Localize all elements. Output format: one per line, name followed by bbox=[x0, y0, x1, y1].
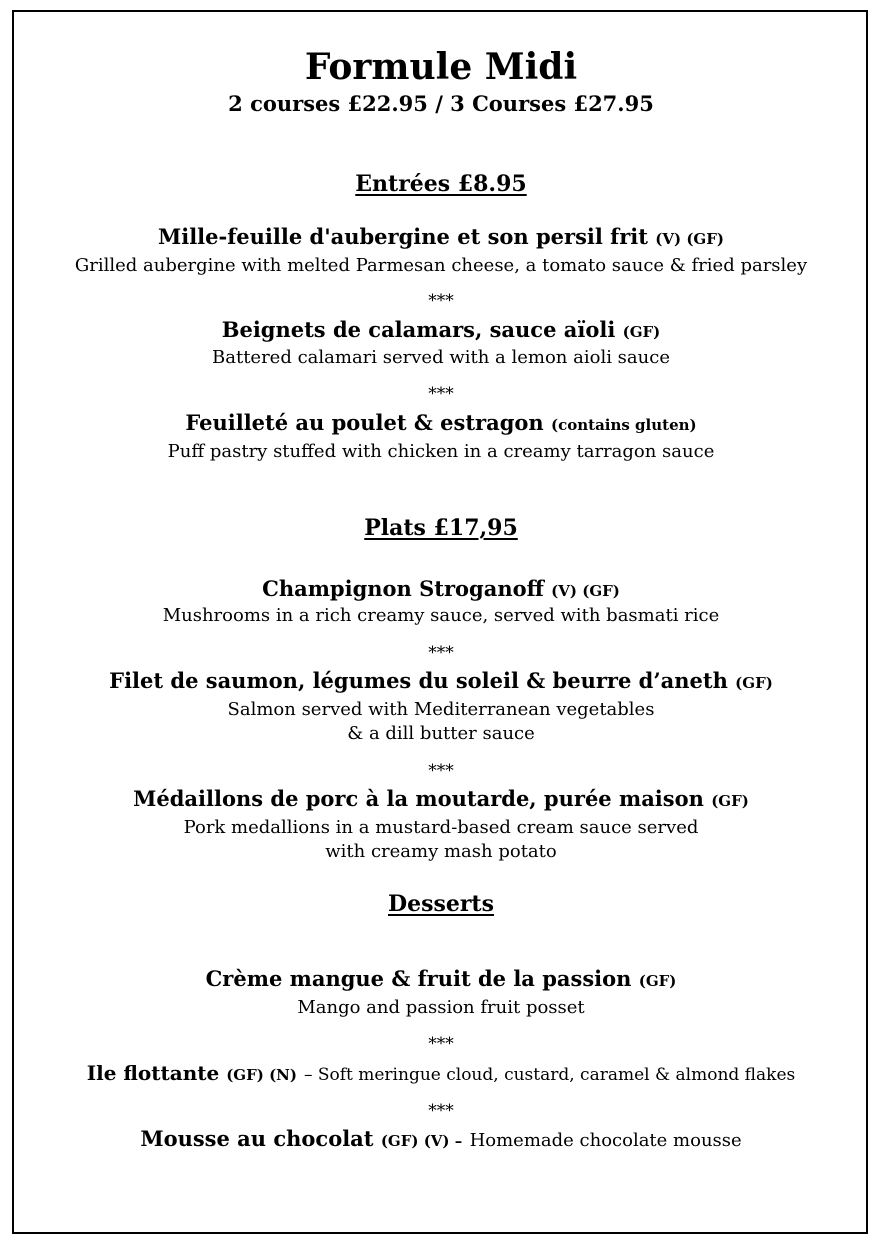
dish-title: Champignon Stroganoff bbox=[262, 576, 544, 601]
dietary-tags: (GF) (N) bbox=[226, 1066, 297, 1084]
dish-title: Crème mangue & fruit de la passion bbox=[205, 966, 632, 991]
dish-description: Homemade chocolate mousse bbox=[469, 1130, 742, 1151]
dish-name bbox=[0, 224, 882, 252]
dietary-tags: (GF) bbox=[638, 972, 677, 990]
dish-description: with creamy mash potato bbox=[325, 841, 557, 862]
dish-name bbox=[0, 410, 882, 438]
separator: *** bbox=[428, 384, 454, 404]
section-heading-entrees: Entrées £8.95 bbox=[355, 171, 527, 197]
menu-subtitle: 2 courses £22.95 / 3 Courses £27.95 bbox=[228, 91, 654, 116]
dish-description: Mango and passion fruit posset bbox=[297, 997, 585, 1018]
dish-description: Grilled aubergine with melted Parmesan cheese, a tomato sauce & fried parsley bbox=[74, 255, 808, 276]
dish-description: & a dill butter sauce bbox=[347, 723, 535, 744]
menu-title: Formule Midi bbox=[304, 46, 578, 88]
dish-description: – Soft meringue cloud, custard, caramel & almond flakes bbox=[303, 1065, 796, 1085]
dietary-tags: (GF) bbox=[622, 323, 661, 341]
dish-name bbox=[0, 317, 882, 345]
dietary-tags: (V) (GF) bbox=[655, 230, 724, 248]
dietary-tags: (GF) bbox=[735, 674, 773, 692]
dietary-tags: (GF) bbox=[711, 792, 749, 810]
separator: *** bbox=[428, 761, 454, 781]
separator: *** bbox=[428, 1101, 454, 1121]
dish-description: Salmon served with Mediterranean vegetables bbox=[227, 699, 655, 720]
dish-description: Pork medallions in a mustard-based cream sauce served bbox=[183, 817, 699, 838]
dish-name bbox=[0, 966, 882, 994]
dish-name bbox=[0, 668, 882, 696]
dietary-tags: (V) (GF) bbox=[551, 582, 620, 600]
dish-title: Médaillons de porc à la moutarde, purée maison bbox=[133, 786, 704, 811]
dish-name bbox=[0, 576, 882, 604]
dish-name bbox=[0, 1126, 882, 1154]
dietary-tags: (GF) (V) – bbox=[380, 1132, 463, 1150]
dish-description: Mushrooms in a rich creamy sauce, served with basmati rice bbox=[162, 605, 720, 626]
section-heading-plats: Plats £17,95 bbox=[364, 515, 518, 541]
dish-title: Ile flottante bbox=[86, 1061, 220, 1085]
dish-name bbox=[0, 1060, 882, 1088]
dish-title: Feuilleté au poulet & estragon bbox=[185, 410, 544, 435]
dietary-tags: (contains gluten) bbox=[551, 416, 697, 434]
separator: *** bbox=[428, 1034, 454, 1054]
section-heading-desserts: Desserts bbox=[388, 891, 494, 917]
dish-title: Mille-feuille d'aubergine et son persil frit bbox=[157, 224, 648, 249]
separator: *** bbox=[428, 291, 454, 311]
dish-title: Beignets de calamars, sauce aïoli bbox=[221, 317, 616, 342]
dish-title: Filet de saumon, légumes du soleil & beurre d’aneth bbox=[109, 668, 728, 693]
dish-description: Battered calamari served with a lemon aioli sauce bbox=[212, 347, 670, 368]
dish-description: Puff pastry stuffed with chicken in a creamy tarragon sauce bbox=[167, 441, 715, 462]
dish-name bbox=[0, 786, 882, 814]
separator: *** bbox=[428, 643, 454, 663]
dish-title: Mousse au chocolat bbox=[140, 1126, 374, 1151]
